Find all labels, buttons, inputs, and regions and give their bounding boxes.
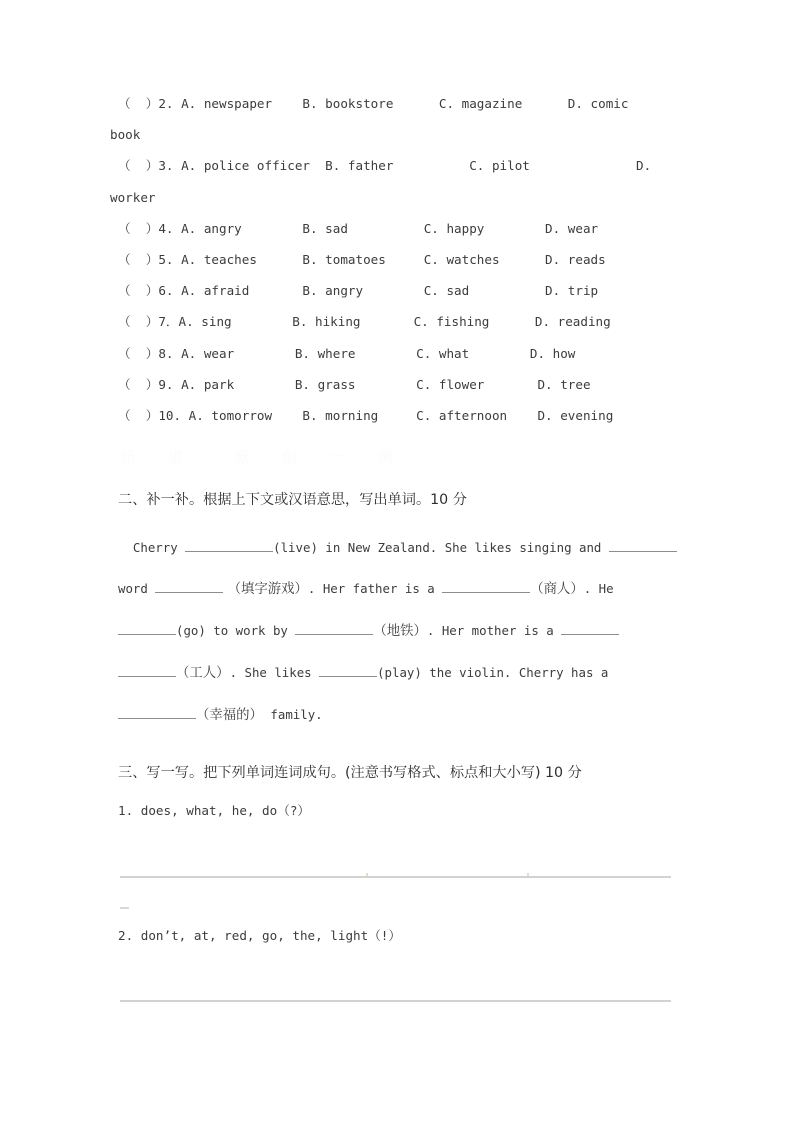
- cloze-chinese-hint: （地铁）: [373, 624, 427, 639]
- cloze-text: Cherry: [118, 540, 186, 555]
- mc-item-9: （ ）9. A. park B. grass C. flower D. tree: [118, 376, 591, 392]
- cloze-text: word: [118, 581, 156, 596]
- cloze-paragraph: [118, 527, 678, 736]
- cloze-text: . Her mother is a: [426, 623, 562, 638]
- cloze-line: [118, 694, 678, 736]
- section-three-heading: 三、写一写。把下列单词连词成句。(注意书写格式、标点和大小写) 10 分: [118, 765, 582, 781]
- cloze-blank[interactable]: [295, 621, 373, 635]
- sentence-order-question-1: 1. does, what, he, do（?）: [118, 803, 310, 818]
- answer-rule-1: [120, 876, 671, 878]
- cloze-text: . He: [583, 581, 614, 596]
- rule-tick-mark: [366, 873, 368, 876]
- mc-item-3-line2: worker: [110, 189, 156, 205]
- cloze-text: family.: [262, 707, 323, 722]
- list-item: [110, 150, 678, 212]
- section-one-multiple-choice: [110, 88, 678, 431]
- cloze-blank[interactable]: [442, 579, 530, 593]
- list-item: [118, 306, 678, 337]
- cloze-line: [118, 527, 678, 568]
- list-item: [118, 369, 678, 400]
- sentence-order-question-2: 2. don’t, at, red, go, the, light（!）: [118, 928, 401, 943]
- list-item: [118, 400, 678, 431]
- multiple-choice-list: [110, 88, 678, 431]
- answer-rule-fragment: [120, 907, 129, 909]
- mc-item-4: （ ）4. A. angry B. sad C. happy D. wear: [118, 220, 599, 236]
- cloze-blank[interactable]: [609, 538, 677, 552]
- cloze-blank[interactable]: [118, 621, 176, 635]
- mc-item-10: （ ）10. A. tomorrow B. morning C. afternoon D. evening: [118, 408, 614, 424]
- cloze-chinese-hint: （幸福的）: [196, 708, 263, 723]
- ghost-watermark-text: 原 道 原 创 一 测: [120, 448, 407, 466]
- answer-rule-2: [120, 1000, 671, 1002]
- list-item: [110, 88, 678, 150]
- cloze-text: (go) to work by: [176, 623, 296, 638]
- mc-item-2-line1: （ ）2. A. newspaper B. bookstore C. magazine D. comic: [118, 96, 629, 111]
- mc-item-8: （ ）8. A. wear B. where C. what D. how: [118, 345, 576, 361]
- mc-item-3-line1: （ ）3. A. police officer B. father C. pilot D.: [118, 158, 652, 174]
- cloze-blank[interactable]: [155, 579, 223, 593]
- cloze-chinese-hint: （工人）: [176, 666, 230, 681]
- cloze-text: . Her father is a: [307, 581, 443, 596]
- cloze-text: (play) the violin. Cherry has a: [377, 665, 609, 680]
- cloze-text: . She likes: [229, 665, 320, 680]
- list-item: [118, 338, 678, 369]
- cloze-line: [118, 652, 678, 694]
- cloze-chinese-hint: （商人）: [530, 582, 584, 597]
- cloze-blank[interactable]: [561, 621, 619, 635]
- cloze-blank[interactable]: [118, 663, 176, 677]
- rule-tick-mark: [527, 873, 529, 876]
- mc-item-7: （ ）7．A. sing B. hiking C. fishing D. reading: [118, 314, 611, 330]
- mc-item-2-line2: book: [110, 127, 141, 143]
- list-item: [118, 275, 678, 306]
- cloze-blank[interactable]: [118, 705, 196, 719]
- cloze-chinese-hint: （填字游戏）: [223, 582, 308, 597]
- cloze-text: (live) in New Zealand. She likes singing and: [273, 540, 609, 555]
- cloze-line: [118, 568, 678, 610]
- cloze-line: [118, 610, 678, 652]
- list-item: [118, 213, 678, 244]
- cloze-blank[interactable]: [319, 663, 377, 677]
- cloze-blank[interactable]: [185, 538, 273, 552]
- mc-item-6: （ ）6. A. afraid B. angry C. sad D. trip: [118, 283, 599, 299]
- mc-item-5: （ ）5. A. teaches B. tomatoes C. watches D. reads: [118, 252, 606, 268]
- list-item: [118, 244, 678, 275]
- section-two-heading: 二、补一补。根据上下文或汉语意思，写出单词。10 分: [118, 492, 467, 508]
